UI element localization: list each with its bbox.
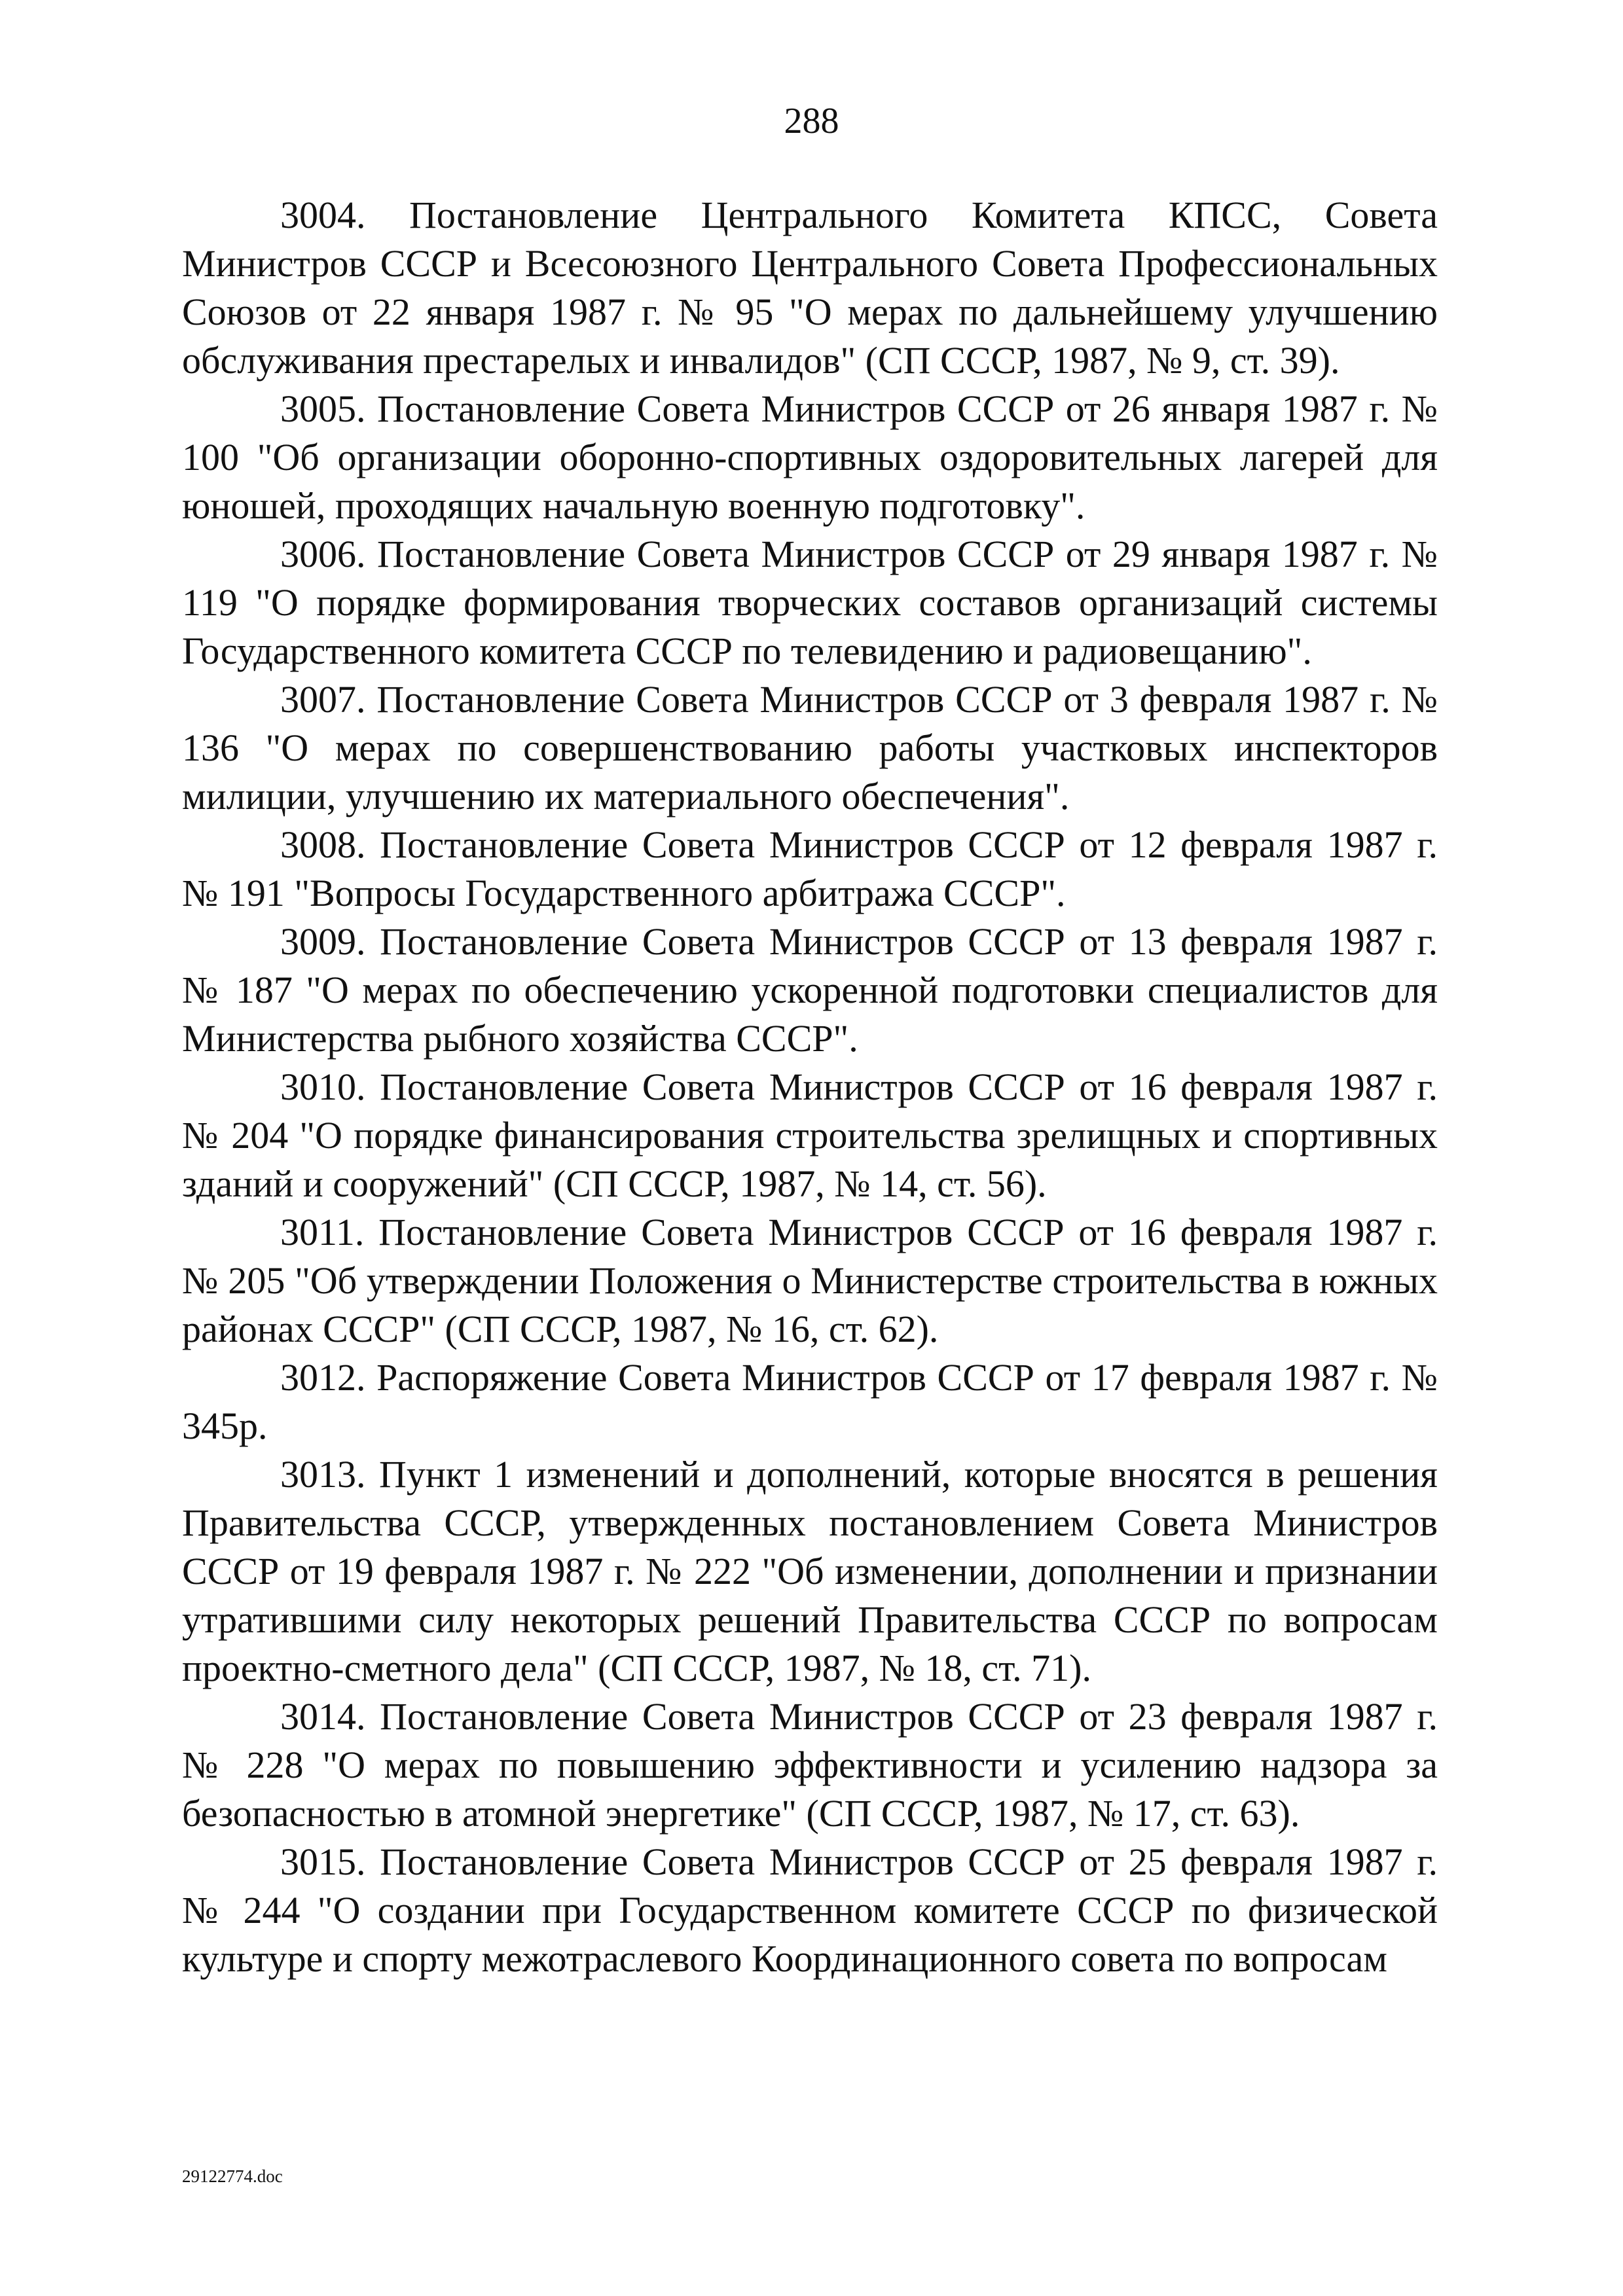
- entry-3006: 3006. Постановление Совета Министров СССР от 29 января 1987 г. № 119 "О порядке формирования творческих составов организаций системы Государственного комитета СССР по телевидению и радиовещанию".: [182, 533, 1438, 672]
- entry-3010: 3010. Постановление Совета Министров СССР от 16 февраля 1987 г. № 204 "О порядке финансирования строительства зрелищных и спортивных зданий и сооружений" (СП СССР, 1987, № 14, ст. 56).: [182, 1066, 1438, 1205]
- entry-3013: 3013. Пункт 1 изменений и дополнений, которые вносятся в решения Правительства СССР, утвержденных постановлением Совета Министров СССР от 19 февраля 1987 г. № 222 "Об изменении, дополнении и признании утратившими силу некоторых решений Правительства СССР по вопросам проектно-сметного дела" (СП СССР, 1987, № 18, ст. 71).: [182, 1453, 1438, 1689]
- entry-3008: 3008. Постановление Совета Министров СССР от 12 февраля 1987 г. № 191 "Вопросы Государственного арбитража СССР".: [182, 823, 1438, 914]
- entry-3009: 3009. Постановление Совета Министров СССР от 13 февраля 1987 г. № 187 "О мерах по обеспечению ускоренной подготовки специалистов для Министерства рыбного хозяйства СССР".: [182, 920, 1438, 1060]
- entry-3004: 3004. Постановление Центрального Комитета КПСС, Совета Министров СССР и Всесоюзного Центрального Совета Профессиональных Союзов от 22 января 1987 г. № 95 "О мерах по дальнейшему улучшению обслуживания престарелых и инвалидов" (СП СССР, 1987, № 9, ст. 39).: [182, 194, 1438, 382]
- entry-3015: 3015. Постановление Совета Министров СССР от 25 февраля 1987 г. № 244 "О создании при Государственном комитете СССР по физической культуре и спорту межотраслевого Координационного совета по вопросам: [182, 1840, 1438, 1980]
- entry-3005: 3005. Постановление Совета Министров СССР от 26 января 1987 г. № 100 "Об организации оборонно-спортивных оздоровительных лагерей для юношей, проходящих начальную военную подготовку".: [182, 387, 1438, 527]
- document-filename: 29122774.doc: [182, 2166, 283, 2186]
- entry-3014: 3014. Постановление Совета Министров СССР от 23 февраля 1987 г. № 228 "О мерах по повышению эффективности и усилению надзора за безопасностью в атомной энергетике" (СП СССР, 1987, № 17, ст. 63).: [182, 1695, 1438, 1835]
- entry-3011: 3011. Постановление Совета Министров СССР от 16 февраля 1987 г. № 205 "Об утверждении Положения о Министерстве строительства в южных районах СССР" (СП СССР, 1987, № 16, ст. 62).: [182, 1211, 1438, 1350]
- entry-3012: 3012. Распоряжение Совета Министров СССР от 17 февраля 1987 г. № 345р.: [182, 1356, 1438, 1447]
- document-body: [182, 191, 1438, 1983]
- entry-3007: 3007. Постановление Совета Министров СССР от 3 февраля 1987 г. № 136 "О мерах по совершенствованию работы участковых инспекторов милиции, улучшению их материального обеспечения".: [182, 678, 1438, 817]
- page-number: 288: [784, 101, 839, 141]
